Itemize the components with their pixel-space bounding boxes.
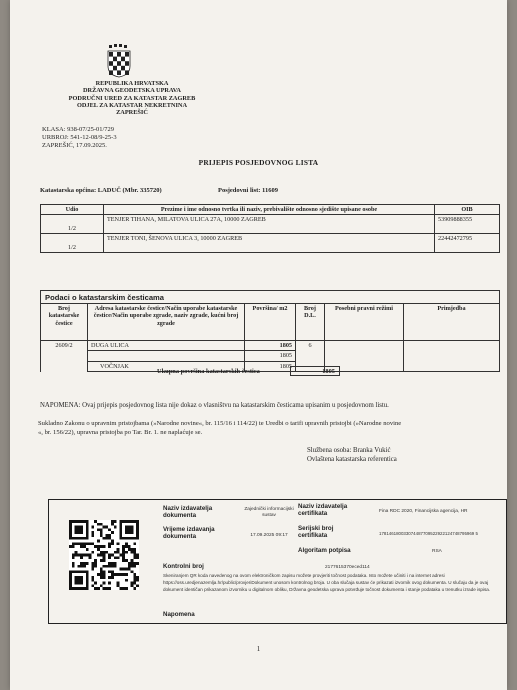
parcel-use-area: 1805 <box>245 361 296 371</box>
urbroj: URBROJ: 541-12-08/9-25-3 <box>42 134 117 141</box>
agency-line: ODJEL ZA KATASTAR NEKRETNINA <box>76 101 188 109</box>
issue-time-label: Vrijeme izdavanja dokumenta <box>163 526 215 541</box>
column-header: Adresa katastarske čestice/Način uporabe katastarske čestice/Način uporabe zgrade, naziv zgrade, kućni broj zgrade <box>88 304 245 341</box>
total-area-label: Ukupna površina katastarskih čestica <box>157 368 260 375</box>
fee-note <box>38 420 506 437</box>
issuing-agency <box>62 80 202 116</box>
parcel-remark <box>404 341 500 372</box>
klasa: KLASA: 938-07/25-01/729 <box>42 126 115 133</box>
agency-line: PODRUČNI URED ZA KATASTAR ZAGREB <box>68 94 196 102</box>
owner-oib: 53909888355 <box>435 215 500 234</box>
possession-sheet-number: Posjedovni list: 11609 <box>218 187 278 194</box>
reference-block <box>42 126 117 150</box>
issue-time-value: 17.09.2025 09:17 <box>250 533 288 538</box>
agency-line: ZAPREŠIĆ <box>116 109 148 117</box>
parcel-dl-number: 6 <box>296 341 325 372</box>
cert-issuer-value: Fina RDC 2020, Financijska agencija, HR <box>379 509 468 514</box>
qr-verification-text: Skeniranjem QR koda navedenog na ovom elektroničkom zapisu možete provjeriti točnost podataka. Isto možete učiniti i na internet adresi https://oss.uredjenazemlja.hr/public/provjeriDokument unosom kontrolnog broja. U oba slučaja sustav će prikazati izvornik ovog dokumenta. U slučaju da je ovaj dokument identičan prikazanom izvorniku u digitalnom obliku, Državna geodetska uprava potvrđuje točnost dokumenta i stanje podataka u trenutku izrade ispisa. <box>163 573 491 592</box>
algorithm-value: RSA <box>432 549 442 554</box>
issuer-value: Zajednički informacijski sustav <box>244 507 294 518</box>
owners-table <box>40 204 500 253</box>
column-header: Prezime i ime odnosno tvrtka ili naziv, prebivalište odnosno sjedište upisane osobe <box>104 205 435 215</box>
column-header: Broj D.L. <box>296 304 325 341</box>
parcel-address: DUGA ULICA <box>88 341 245 351</box>
fee-note-line: Sukladno Zakonu o upravnim pristojbama (»Narodne novine«, br. 115/16 i 114/22) te Uredbi o tarifi upravnih pristojbi (»Narodne novine <box>38 420 402 427</box>
column-header: Posebni pravni režimi <box>325 304 404 341</box>
table-row <box>41 215 500 234</box>
official-role: Ovlaštena katastarska referentica <box>307 455 397 463</box>
parcels-section-title: Podaci o katastarskim česticama <box>40 290 500 303</box>
column-header: Broj katastarske čestice <box>41 304 88 341</box>
column-header: Udio <box>41 205 104 215</box>
table-row <box>41 234 500 253</box>
parcel-number: 2609/2 <box>41 341 88 372</box>
table-row <box>41 341 500 351</box>
document-page <box>10 0 507 690</box>
parcel-use-label <box>88 351 245 361</box>
issuer-label: Naziv izdavatelja dokumenta <box>163 505 213 520</box>
owner-name: TENJER TONI, ŠENOVA ULICA 3, 10000 ZAGREB <box>104 234 435 253</box>
disclaimer-note: NAPOMENA: Ovaj prijepis posjedovnog lista nije dokaz o vlasništvu na katastarskim česticama upisanim u posjedovnom listu. <box>40 402 389 409</box>
serial-label: Serijski broj certifikata <box>298 525 334 540</box>
parcel-use-area: 1805 <box>245 351 296 361</box>
owner-share: 1/2 <box>41 234 104 253</box>
parcel-area: 1805 <box>245 341 296 351</box>
owner-name: TENJER TIHANA, MILATOVA ULICA 27A, 10000 ZAGREB <box>104 215 435 234</box>
control-number-label: Kontrolni broj <box>163 563 204 570</box>
table-header-row <box>41 304 500 341</box>
total-area-value: 1805 <box>290 366 340 376</box>
document-title: PRIJEPIS POSJEDOVNOG LISTA <box>198 158 319 167</box>
qr-code-icon[interactable] <box>69 520 139 590</box>
serial-value: 178146180033074487709522922124748795969 5 <box>379 531 478 536</box>
control-number-value: 2177615370eced114 <box>325 565 370 570</box>
napomena-label: Napomena <box>163 611 195 618</box>
cert-issuer-label: Naziv izdavatelja certifikata <box>298 503 348 518</box>
fee-note-line: «, br. 156/22), upravna pristojba po Tar. Br. 1. ne naplaćuje se. <box>38 428 203 436</box>
official-person: Službena osoba: Branka Vukić <box>307 447 391 454</box>
croatian-coat-of-arms-icon <box>106 44 132 78</box>
place-date: ZAPREŠIĆ, 17.09.2025. <box>42 142 107 149</box>
column-header: OIB <box>435 205 500 215</box>
signature-block <box>307 447 397 465</box>
algorithm-label: Algoritam potpisa <box>298 547 351 554</box>
parcels-table <box>40 303 500 372</box>
column-header: Primjedba <box>404 304 500 341</box>
table-header-row <box>41 205 500 215</box>
column-header: Površina/ m2 <box>245 304 296 341</box>
owner-oib: 22442472795 <box>435 234 500 253</box>
cadastral-municipality: Katastarska općina: LADUČ (Mbr. 335720) <box>40 187 162 194</box>
agency-line: DRŽAVNA GEODETSKA UPRAVA <box>83 87 181 95</box>
page-number: 1 <box>256 645 261 653</box>
agency-line: REPUBLIKA HRVATSKA <box>95 80 169 87</box>
electronic-certificate-box <box>48 499 507 624</box>
owner-share: 1/2 <box>41 215 104 234</box>
parcel-use-label: VOČNJAK <box>88 361 245 371</box>
